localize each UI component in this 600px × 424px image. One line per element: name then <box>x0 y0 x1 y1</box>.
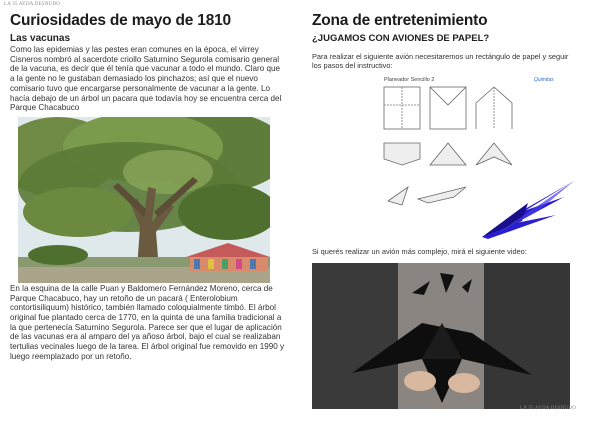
entretenimiento-column <box>312 12 577 411</box>
pacara-tree-photo <box>18 117 270 283</box>
aviones-subtitle: ¿JUGAMOS CON AVIONES DE PAPEL? <box>312 33 490 44</box>
masthead-bottom: LA 35 AYDA DESNUDO <box>520 406 577 411</box>
origami-video[interactable] <box>312 263 570 409</box>
curiosidades-column <box>10 12 285 362</box>
vacunas-subtitle: Las vacunas <box>10 33 71 44</box>
curiosidades-title: Curiosidades de mayo de 1810 <box>10 12 231 29</box>
video-intro: Si querés realizar un avión más complejo, mirá el siguiente video: <box>312 247 527 256</box>
diagram-title: Planeador Sencillo 2 <box>384 77 435 83</box>
entretenimiento-title: Zona de entretenimiento <box>312 12 488 29</box>
aviones-intro: Para realizar el siguiente avión necesitaremos un rectángulo de papel y seguir los pasos del instructivo: <box>312 52 569 70</box>
vacunas-paragraph: Como las epidemias y las pestes eran comunes en la época, el virrey Cisneros nombró al sacerdote criollo Saturnino Segurola comisario general de la vacuna, es decir que él tenía que vacunar a todo el mundo. Claro que a la gente no le gustaban demasiado los pinchazos; así que el nuevo comisario tuvo que encargarse personalmente de vacunar a la gente. Lo hacía debajo de un árbol un pacara que todavía hoy se encuentra cerca del Parque Chacabuco <box>10 45 282 113</box>
tree-illustration <box>18 117 270 283</box>
video-thumbnail <box>312 263 570 409</box>
paper-plane-instructions <box>378 73 578 243</box>
diagram-brand: Quimitas <box>534 77 554 83</box>
folding-steps-diagram <box>378 73 578 243</box>
masthead-top: LA 35 AYDA DESNUDO <box>4 2 61 7</box>
pacara-history-paragraph: En la esquina de la calle Puan y Baldomero Fernández Moreno, cerca de Parque Chacabuco, hay un retoño de un pacará ( Enterolobium contortisiliquum) histórico, también llamado coloquialmente timbó. El árbol original fue plantado cerca de 1770, en la quinta de una familia tradicional a la que pertenecía Saturnino Segurola. Parece ser que el lugar de aplicación de las vacunas era al amparo del ya añoso árbol, bajo el cual se realizaban tertulias vecinales luego de la tarea. El árbol original fue removido en 1990 y luego reemplazado por un retoño. <box>10 283 285 361</box>
